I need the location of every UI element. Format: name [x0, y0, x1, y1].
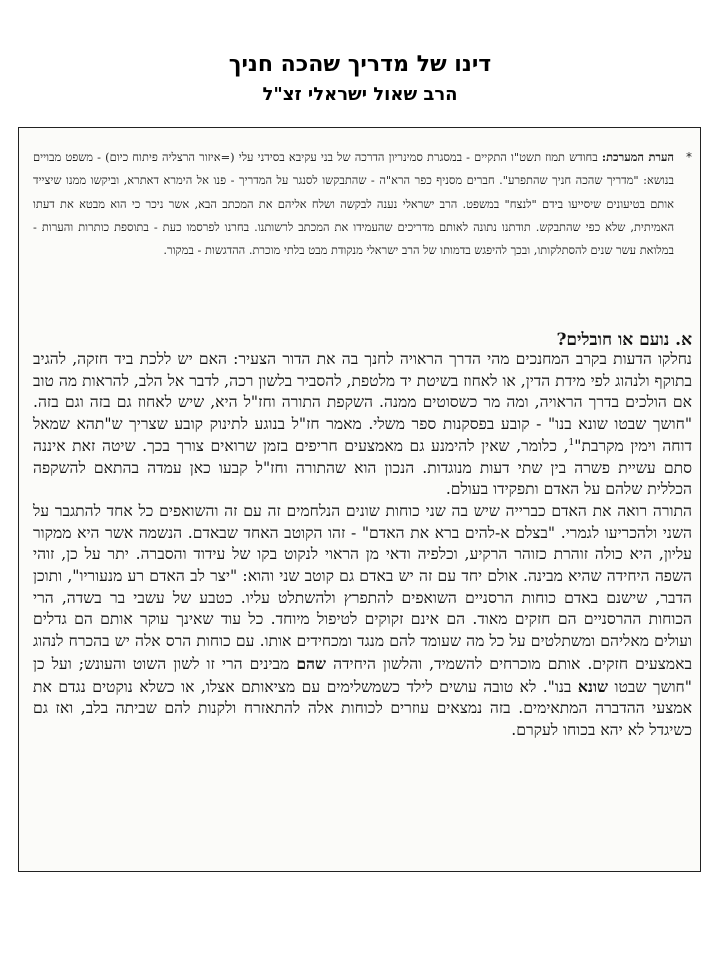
paragraph-2 — [33, 501, 692, 742]
editorial-note-text: בחודש תמוז תשט"ו התקיים - במסגרת סמינריון הדרכה של בני עקיבא בסידני עלי (=איזור הרצליה פיתוח כיום) - משפט מבויים בנושא: "מדריך שהכה חניך שהתפרע". חברים מסניף כפר הרא"ה - שהתבקשו לסנגר על המדריך - פנו אל הימרא דאתרא, וביקשו ממנו שיצייד אותם בטיעונים שיסייעו בידם "לנצח" במשפט. הרב ישראלי נענה לבקשה ושלח אליהם את המכתב הבא, אשר ניכר כי הוא מבטא את דעתו האמיתית, שלא כפי שהתבקש. תודתנו נתונה לאותם מדריכים שהעמידו את המכתב לרשותנו. בחרנו לפרסמו כעת - בתוספת כותרות והערות - במלואת עשר שנים להסתלקותו, ובכך להיפגש בדמותו של הרב ישראלי מנקודת מבט בלתי מוכרת. ההדגשות - במקור. — [33, 150, 674, 258]
page-subtitle: הרב שאול ישראלי זצ"ל — [262, 84, 458, 105]
footnote-ref: 1 — [568, 437, 575, 448]
editorial-note-label: הערת המערכת: — [601, 150, 674, 164]
main-text — [33, 349, 692, 742]
editorial-note — [33, 146, 692, 262]
emphasis-word: שהם — [296, 653, 327, 673]
section-heading: א. נועם או חובלים? — [556, 330, 692, 350]
emphasis-word: שונא — [577, 676, 608, 696]
paragraph-2-text-c: בנו". לא טובה עושים לילד כשמשלימים עם מציאותם אצלו, או כשלא נוקטים נגדם את אמצעי ההדברה המתאימים. בזה נמצאים עוזרים לכוחות אלה להתאזרח ולקנות להם שביתה בלב, ואז גם כשיגדל לא יהא בכוחו לעקרם. — [33, 677, 692, 739]
paragraph-2-text-b: מבינים הרי זו לשון השוט והעונש; ועל כן "חושך שבטו — [33, 654, 692, 696]
paragraph-1-text: נחלקו הדעות בקרב המחנכים מהי הדרך הראויה לחנך בה את הדור הצעיר: האם יש ללכת ביד חזקה, להגיב בתוקף ולנהוג לפי מידת הדין, או לאחוז בשיטת יד מלטפת, להסביר בלשון רכה, לדבר אל הלב, להראות מה טוב אם הולכים בדרך הראויה, ומה מר כשסוטים ממנה. השקפת התורה וחז"ל היא, שיש לאחוז גם בזה וגם בזה. "חושך שבטו שונא בנו" - קובע בפסקנות ספר משלי. מאמר חז"ל בנוגע לתינוק קובע שצריך ש"תהא שמאל דוחה וימין מקרבת" — [33, 350, 692, 455]
note-marker: * — [686, 150, 692, 164]
page-title: דינו של מדריך שהכה חניך — [228, 52, 492, 77]
paragraph-1 — [33, 349, 692, 501]
paragraph-1-continued: , כלומר, שאין להימנע גם מאמצעים חריפים בזמן שרואים צורך בכך. שיטה זאת איננה סתם עשיית פשרה בין שתי דעות מנוגדות. הנכון הוא שהתורה וחז"ל קבעו כאן עמדה בהתאם להשקפה הכללית שלהם על האדם ותפקידו בעולם. — [33, 436, 692, 499]
paragraph-2-text: התורה רואה את האדם כברייה שיש בה שני כוחות שונים הנלחמים זה עם זה והשואפים כל אחד להתגבר על השני ולהכריעו לגמרי. "בצלם א-להים ברא את האדם" - זהו הקוטב האחד שבאדם. הנשמה אשר היא ממקור עליון, היא כולה זוהרת כזוהר הרקיע, וכלפיה ודאי מן הראוי לנקוט בקו של עידוד והסברה. יתר על כן, זוהי השפה היחידה שהיא מבינה. אולם יחד עם זה יש באדם גם קוטב שני והוא: "יצר לב האדם רע מנעוריו", ותוכן הדבר, שישנם באדם כוחות הרסניים השואפים להתפרץ ולהשתלט עליו. כטבע של עשבי בר בשדה, הרי הכוחות ההרסניים הם חזקים מאוד. הם אינם זקוקים לטיפול מיוחד. כל עוד שאינך עוקר אותם הם גדלים ועולים מאליהם ומשתלטים על כל מה שעומד להם מנגד ומכחידים אותו. עם כוחות הרס אלה יש בהכרח לנהוג באמצעים חזקים. אותם מוכרחים להשמיד, והלשון היחידה — [33, 501, 692, 673]
scanned-document — [18, 127, 701, 872]
